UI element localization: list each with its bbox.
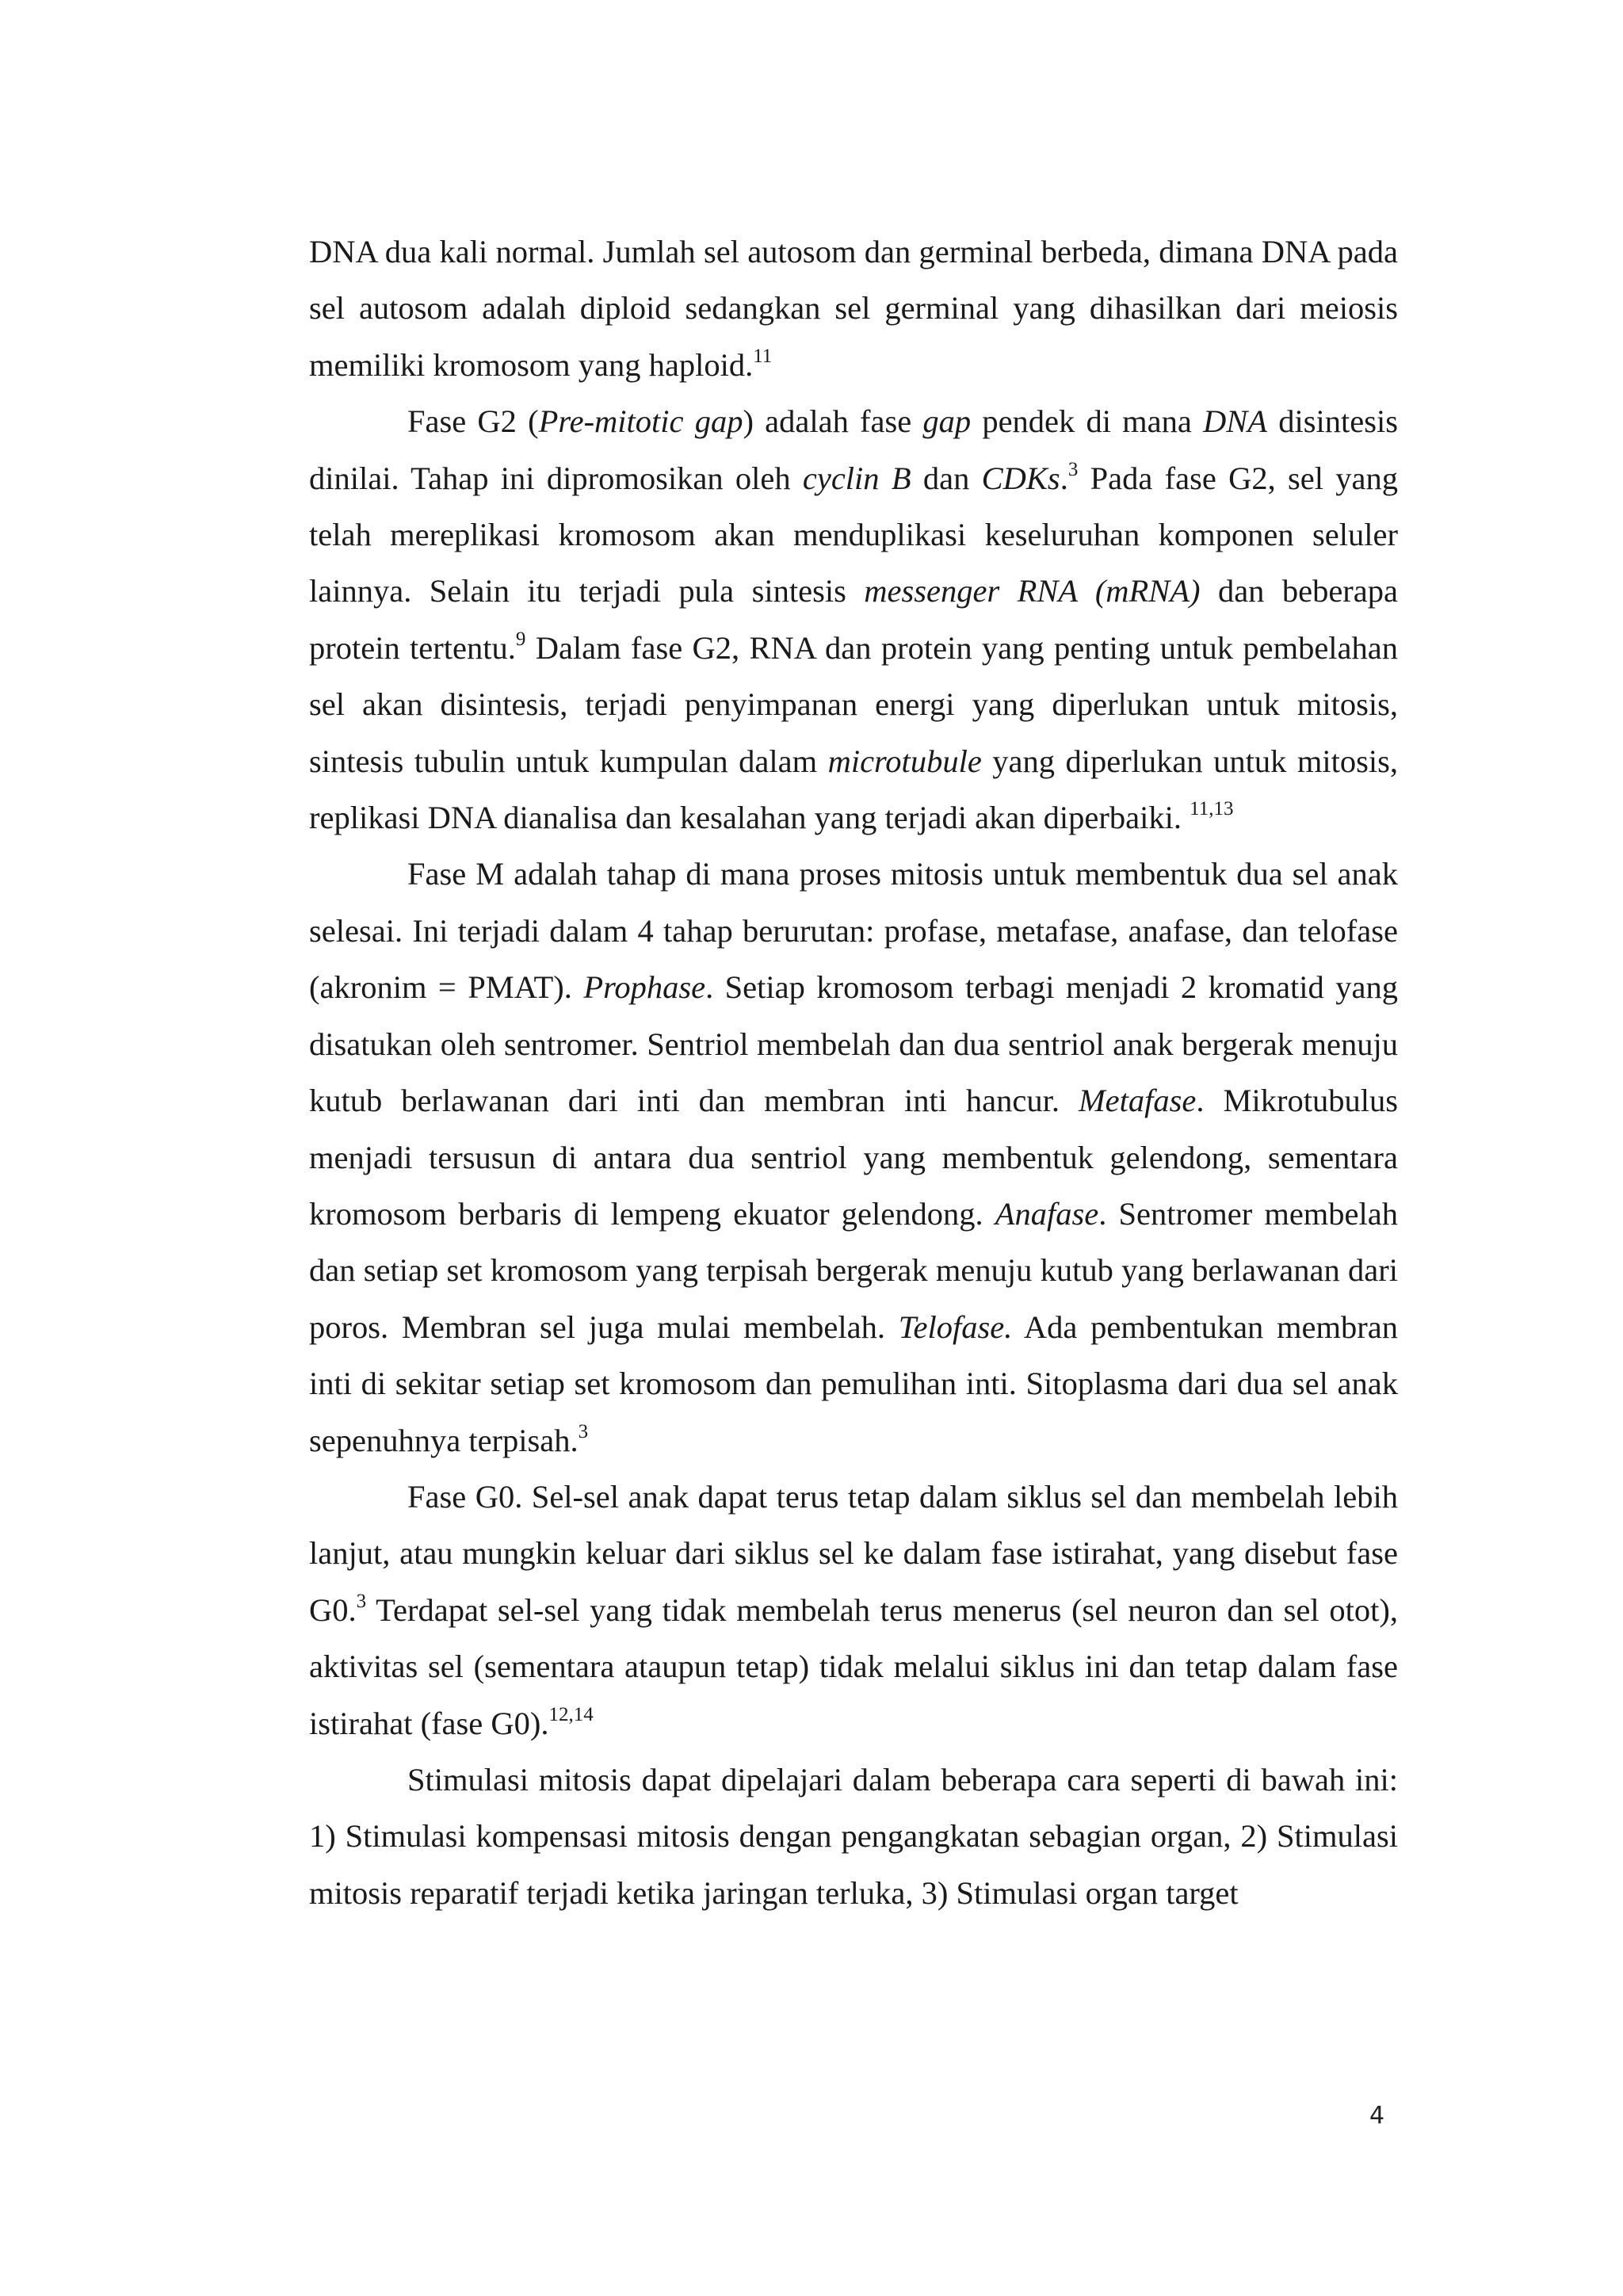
italic-term: cyclin B bbox=[802, 460, 911, 496]
paragraph-fase-m bbox=[309, 846, 1398, 1468]
citation-superscript: 3 bbox=[356, 1590, 367, 1612]
text-run: Dalam fase G2, RNA dan protein yang penting untuk pembelahan sel akan disintesis, terjadi penyimpanan energi yang diperlukan untuk mitosis, sintesis tubulin untuk kumpulan dalam bbox=[309, 629, 1399, 779]
text-run: Fase M adalah tahap di mana proses mitosis untuk membentuk dua sel anak selesai. Ini terjadi dalam 4 tahap berurutan: profase, metafase, anafase, dan telofase (akronim = PMAT). bbox=[309, 856, 1398, 1006]
page-number: 4 bbox=[1369, 2102, 1385, 2130]
citation-superscript: 11 bbox=[753, 345, 773, 367]
paragraph-1 bbox=[309, 223, 1398, 393]
text-run: Fase G0. Sel-sel anak dapat terus tetap dalam siklus sel dan membelah lebih lanjut, atau mungkin keluar dari siklus sel ke dalam fase istirahat, yang disebut fase G0. bbox=[309, 1478, 1398, 1628]
text-run: yang diperlukan untuk mitosis, replikasi DNA dianalisa dan kesalahan yang terjadi akan diperbaiki. bbox=[309, 743, 1399, 836]
italic-term: gap bbox=[922, 403, 972, 440]
text-run: dan bbox=[911, 460, 982, 496]
text-run: ) adalah fase bbox=[743, 403, 923, 440]
italic-term: Metafase bbox=[1078, 1083, 1197, 1119]
text-run: Terdapat sel-sel yang tidak membelah terus menerus (sel neuron dan sel otot), aktivitas sel (sementara ataupun tetap) tidak melalui siklus ini dan tetap dalam fase istirahat (fase G0). bbox=[309, 1591, 1398, 1741]
text-run: . Mikrotubulus menjadi tersusun di antara dua sentriol yang membentuk gelendong, sementara kromosom berbaris di lempeng ekuator gelendong. bbox=[309, 1083, 1398, 1232]
citation-superscript: 11,13 bbox=[1190, 798, 1234, 820]
italic-term: Prophase bbox=[583, 969, 706, 1006]
text-run: . bbox=[1060, 460, 1068, 496]
paragraph-stimulasi-mitosis bbox=[309, 1752, 1398, 1921]
document-body bbox=[309, 223, 1398, 1921]
text-run: Pada fase G2, sel yang telah mereplikasi kromosom akan menduplikasi keseluruhan komponen seluler lainnya. Selain itu terjadi pula sintesis bbox=[309, 460, 1398, 609]
text-run: pendek di mana bbox=[971, 403, 1204, 440]
text-run: Stimulasi mitosis dapat dipelajari dalam beberapa cara seperti di bawah ini: 1) Stimulasi kompensasi mitosis dengan pengangkatan sebagian organ, 2) Stimulasi mitosis reparatif terjadi ketika jaringan terluka, 3) Stimulasi organ target bbox=[309, 1761, 1398, 1911]
citation-superscript: 9 bbox=[515, 628, 526, 650]
italic-term: Pre-mitotic gap bbox=[538, 403, 743, 440]
text-run: Ada pembentukan membran inti di sekitar setiap set kromosom dan pemulihan inti. Sitoplasma dari dua sel anak sepenuhnya terpisah. bbox=[309, 1308, 1398, 1458]
citation-superscript: 12,14 bbox=[548, 1703, 594, 1725]
text-run: dan beberapa protein tertentu. bbox=[309, 573, 1398, 666]
italic-term: microtubule bbox=[827, 743, 982, 779]
text-run: Fase G2 ( bbox=[407, 403, 539, 440]
text-run: disintesis dinilai. Tahap ini dipromosikan oleh bbox=[309, 403, 1398, 496]
italic-term: messenger RNA (mRNA) bbox=[864, 573, 1201, 609]
citation-superscript: 3 bbox=[578, 1420, 589, 1442]
italic-term: Telofase. bbox=[898, 1308, 1013, 1345]
paragraph-fase-g0 bbox=[309, 1469, 1398, 1752]
citation-superscript: 3 bbox=[1067, 458, 1079, 480]
italic-term: Anafase bbox=[995, 1195, 1099, 1232]
text-run: DNA dua kali normal. Jumlah sel autosom dan germinal berbeda, dimana DNA pada sel autosom adalah diploid sedangkan sel germinal yang dihasilkan dari meiosis memiliki kromosom yang haploid. bbox=[309, 234, 1398, 383]
italic-term: DNA bbox=[1203, 403, 1268, 440]
italic-term: CDKs bbox=[981, 460, 1060, 496]
paragraph-fase-g2 bbox=[309, 393, 1398, 846]
text-run: . Sentromer membelah dan setiap set kromosom yang terpisah bergerak menuju kutub yang berlawanan dari poros. Membran sel juga mulai membelah. bbox=[309, 1195, 1399, 1345]
text-run: . Setiap kromosom terbagi menjadi 2 kromatid yang disatukan oleh sentromer. Sentriol membelah dan dua sentriol anak bergerak menuju kutub berlawanan dari inti dan membran inti hancur. bbox=[309, 969, 1398, 1119]
